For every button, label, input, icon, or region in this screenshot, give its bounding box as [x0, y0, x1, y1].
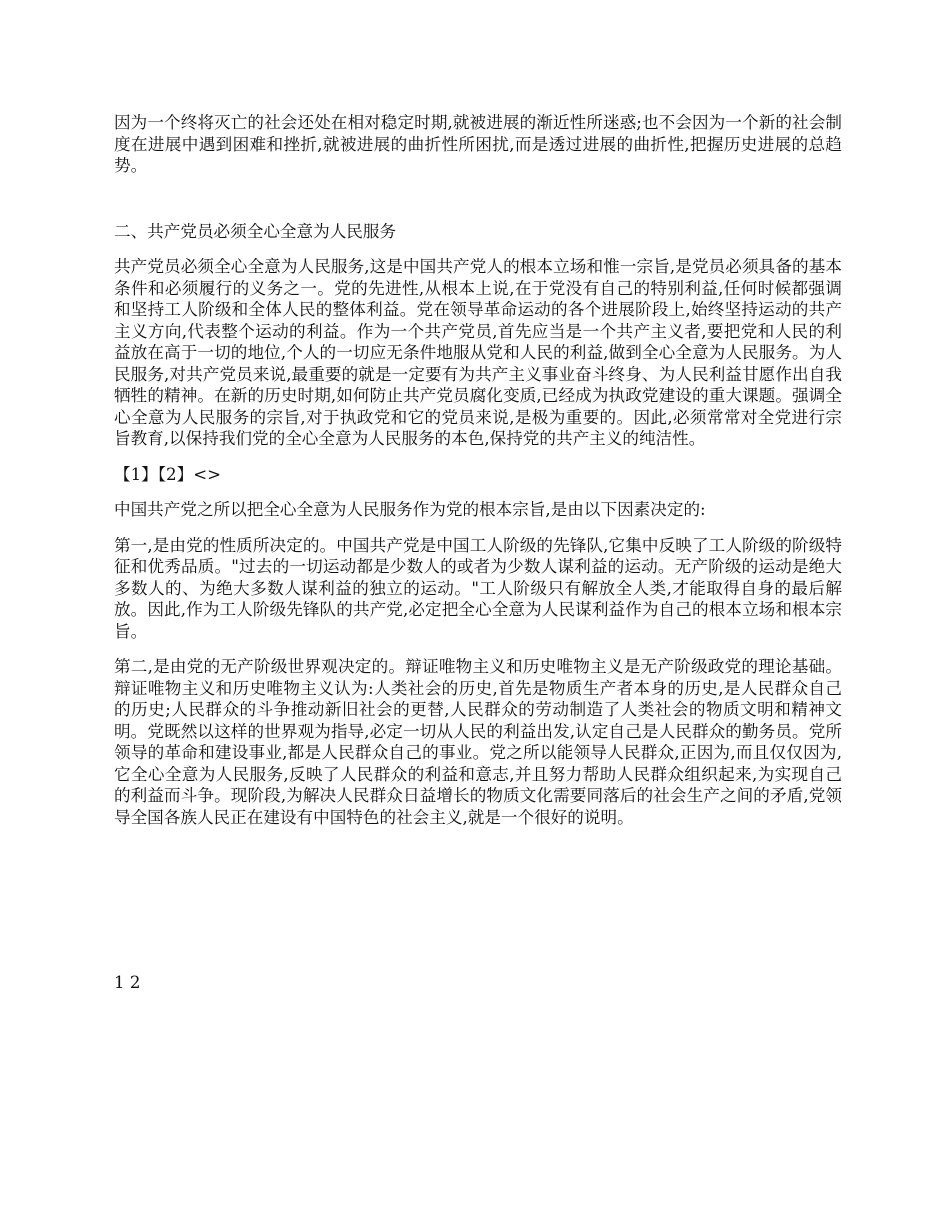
section-paragraph: 共产党员必须全心全意为人民服务,这是中国共产党人的根本立场和惟一宗旨,是党员必须具备的基本条件和必须履行的义务之一。党的先进性,从根本上说,在于党没有自己的特别利益,任何时候都强调和坚持工人阶级和全体人民的整体利益。党在领导革命运动的各个进展阶段上,始终坚持运动的共产主义方向,代表整个运动的利益。作为一个共产党员,首先应当是一个共产主义者,要把党和人民的利益放在高于一切的地位,个人的一切应无条件地服从党和人民的利益,做到全心全意为人民服务。为人民服务,对共产党员来说,最重要的就是一定要有为共产主义事业奋斗终身、为人民利益甘愿作出自我牺牲的精神。在新的历史时期,如何防止共产党员腐化变质,已经成为执政党建设的重大课题。强调全心全意为人民服务的宗旨,对于执政党和它的党员来说,是极为重要的。因此,必须常常对全党进行宗旨教育,以保持我们党的全心全意为人民服务的本色,保持党的共产主义的纯洁性。	[114, 257, 842, 448]
section-heading: 二、共产党员必须全心全意为人民服务	[114, 221, 397, 241]
first-reason-paragraph: 第一,是由党的性质所决定的。中国共产党是中国工人阶级的先锋队,它集中反映了工人阶级的阶级特征和优秀品质。"过去的一切运动都是少数人的或者为少数人谋利益的运动。无产阶级的运动是绝大多数人的、为绝大多数人谋利益的独立的运动。"工人阶级只有解放全人类,才能取得自身的最后解放。因此,作为工人阶级先锋队的共产党,必定把全心全意为人民谋利益作为自己的根本立场和根本宗旨。	[114, 535, 842, 641]
question-paragraph: 中国共产党之所以把全心全意为人民服务作为党的根本宗旨,是由以下因素决定的:	[114, 500, 706, 519]
intro-paragraph: 因为一个终将灭亡的社会还处在相对稳定时期,就被进展的渐近性所迷惑;也不会因为一个新的社会制度在进展中遇到困难和挫折,就被进展的曲折性所困扰,而是透过进展的曲折性,把握历史进展的总趋势。	[114, 113, 842, 175]
page-numbers[interactable]: 1 2	[114, 973, 141, 992]
pager-links[interactable]: 【1】【2】<>	[114, 464, 221, 484]
second-reason-paragraph: 第二,是由党的无产阶级世界观决定的。辩证唯物主义和历史唯物主义是无产阶级政党的理论基础。辩证唯物主义和历史唯物主义认为:人类社会的历史,首先是物质生产者本身的历史,是人民群众自己的历史;人民群众的斗争推动新旧社会的更替,人民群众的劳动制造了人类社会的物质文明和精神文明。党既然以这样的世界观为指导,必定一切从人民的利益出发,认定自己是人民群众的勤务员。党所领导的革命和建设事业,都是人民群众自己的事业。党之所以能领导人民群众,正因为,而且仅仅因为,它全心全意为人民服务,反映了人民群众的利益和意志,并且努力帮助人民群众组织起来,为实现自己的利益而斗争。现阶段,为解决人民群众日益增长的物质文化需要同落后的社会生产之间的矛盾,党领导全国各族人民正在建设有中国特色的社会主义,就是一个很好的说明。	[114, 657, 842, 827]
document-body	[114, 112, 842, 842]
